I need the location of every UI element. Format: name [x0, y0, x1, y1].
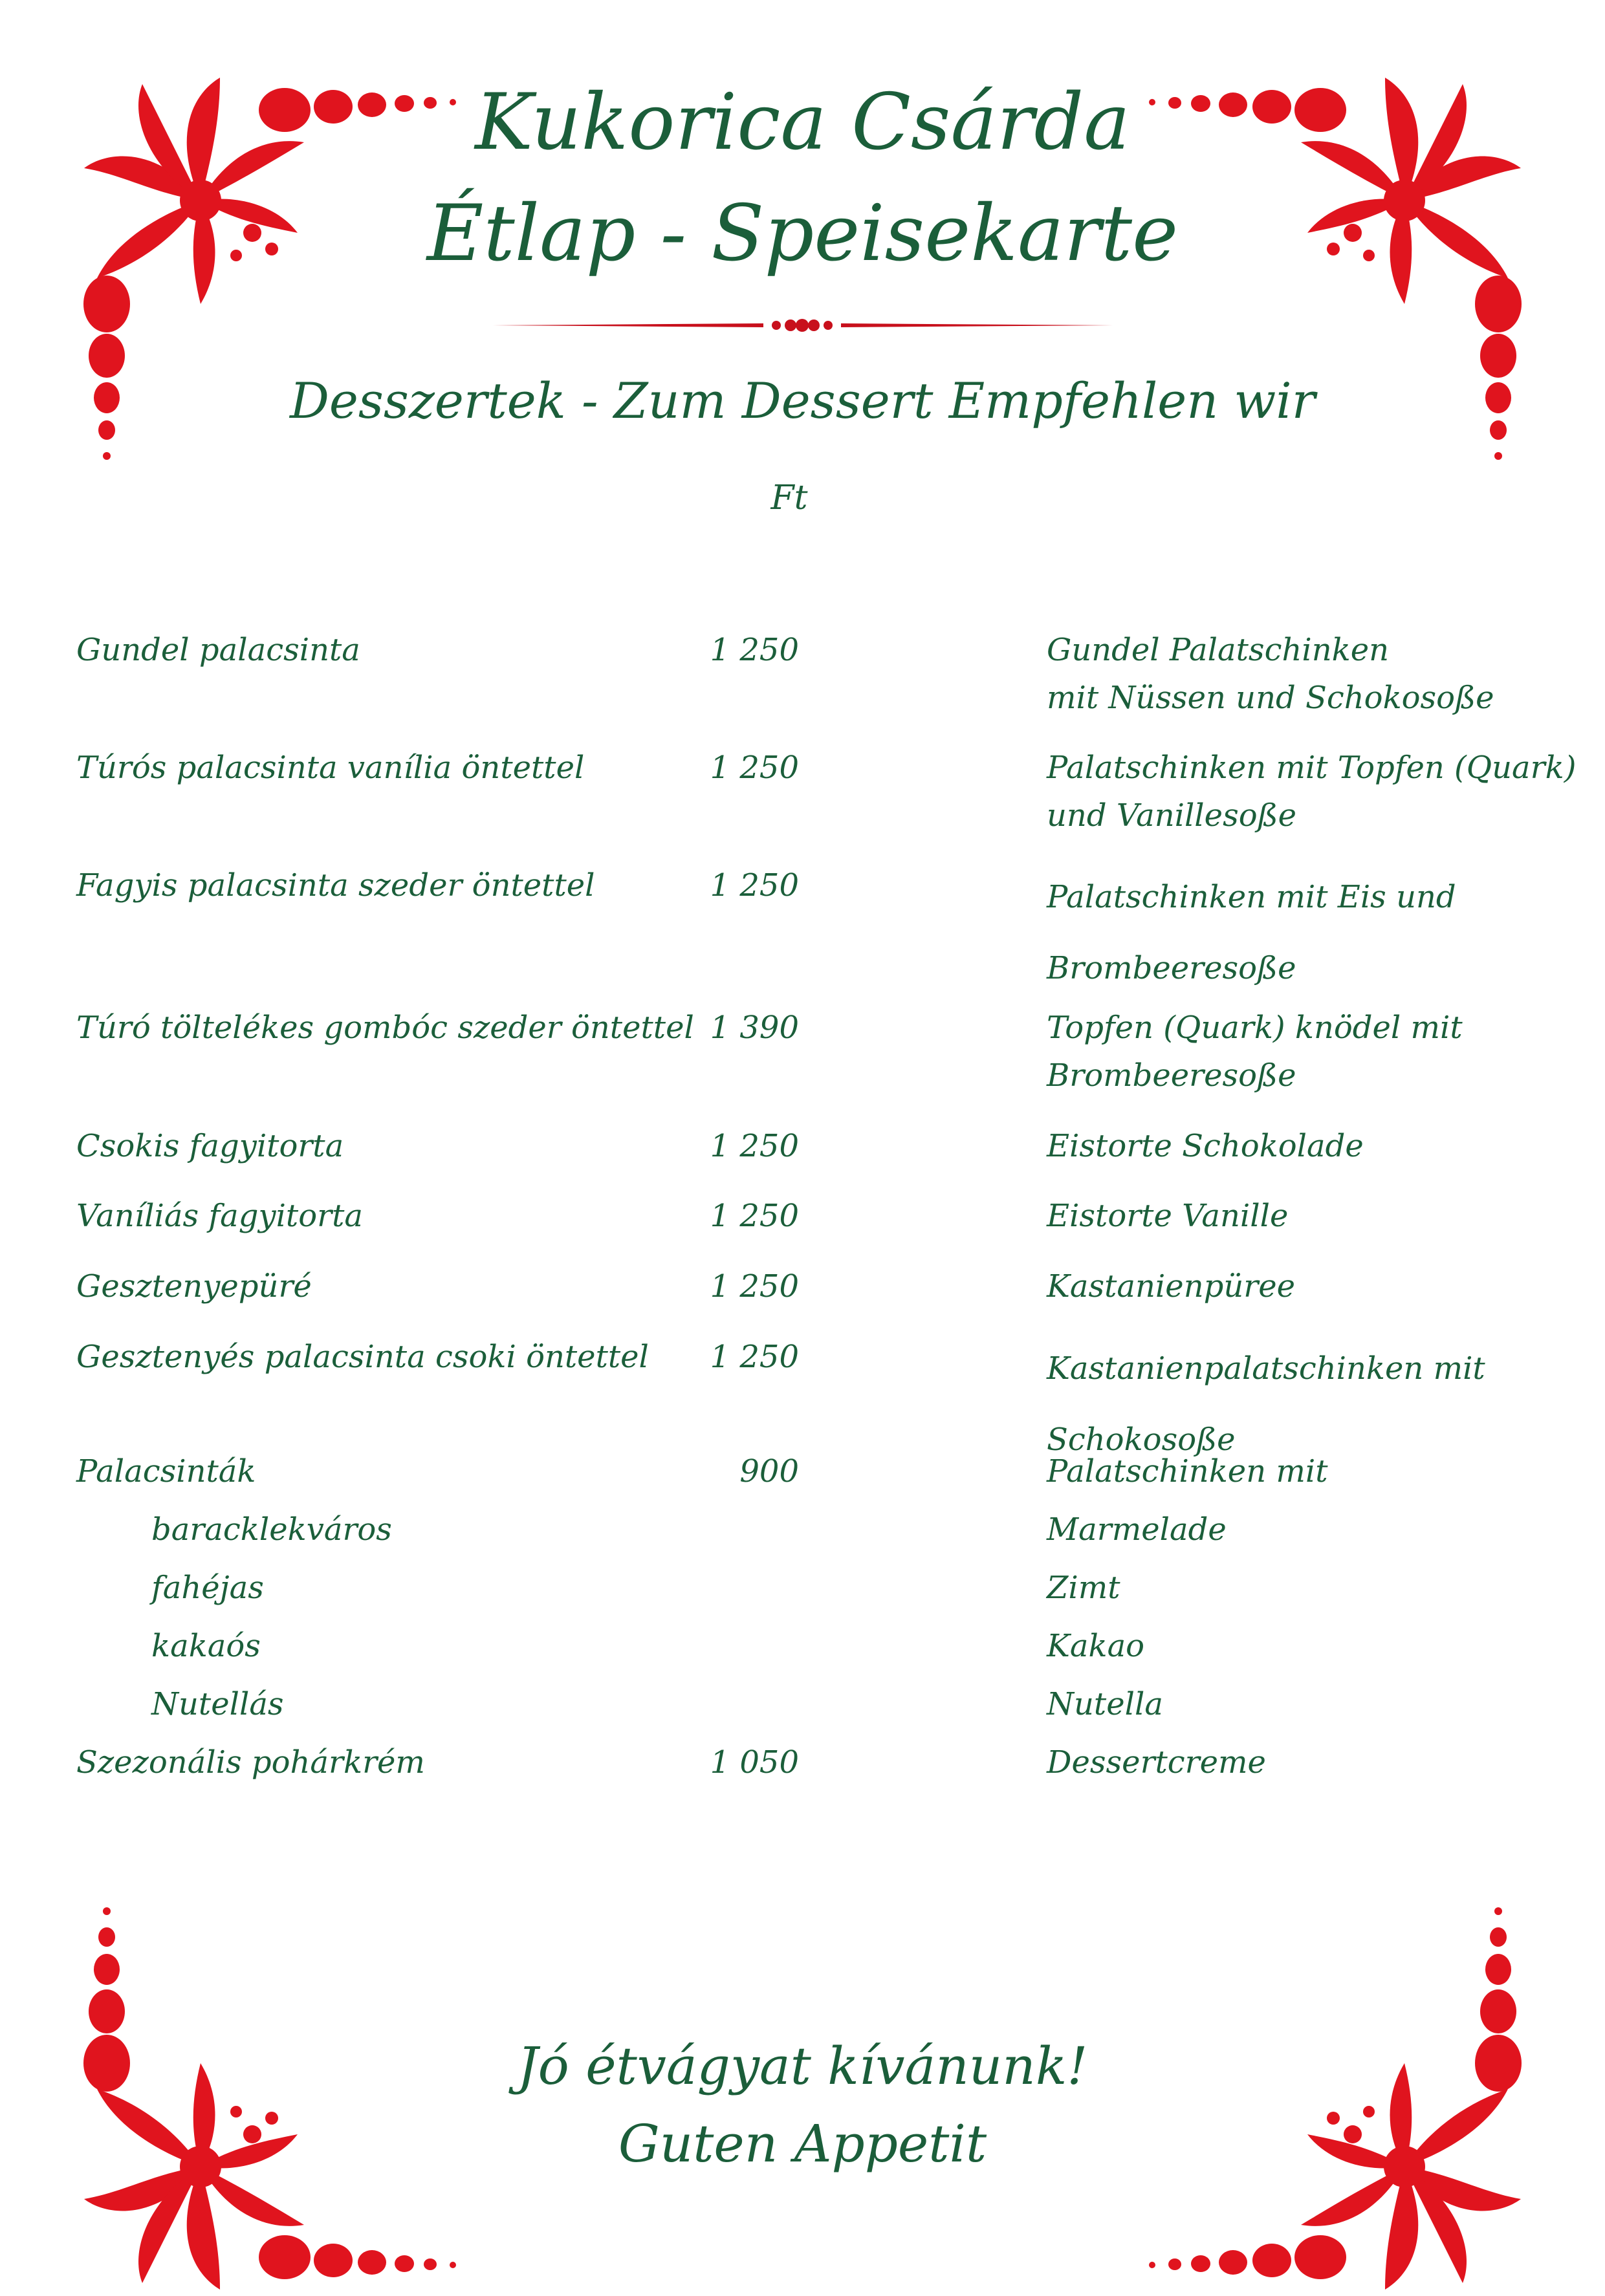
menu-item-name-hu: Nutellás — [151, 1686, 284, 1722]
menu-item-price: 1 250 — [710, 750, 799, 786]
menu-item-price: 1 050 — [710, 1744, 799, 1781]
restaurant-name: Kukorica Csárda — [475, 78, 1130, 168]
header-divider — [492, 316, 1113, 335]
menu-item-name-hu: Gundel palacsinta — [76, 632, 360, 668]
menu-item-name-hu: Palacsinták — [76, 1453, 256, 1489]
page-title: Étlap - Speisekarte — [426, 189, 1179, 279]
menu-item-name-de: Topfen (Quark) knödel mit Brombeeresoße — [1047, 1010, 1463, 1094]
menu-item-name-de: Kastanienpalatschinken mit Schokosoße — [1047, 1350, 1485, 1458]
currency-label: Ft — [770, 479, 808, 517]
menu-item-price: 1 250 — [710, 1198, 799, 1234]
menu-item-name-de: Eistorte Schokolade — [1047, 1128, 1364, 1164]
menu-item-price: 1 250 — [710, 632, 799, 668]
menu-item-name-hu: Szezonális pohárkrém — [76, 1744, 425, 1781]
menu-item-name-de: Gundel Palatschinken mit Nüssen und Schokosoße — [1047, 632, 1494, 716]
menu-item-name-hu: Csokis fagyitorta — [76, 1128, 344, 1164]
menu-item-price: 1 250 — [710, 1128, 799, 1164]
menu-item-name-hu: Vaníliás fagyitorta — [76, 1198, 363, 1234]
menu-item-name-hu: kakaós — [151, 1628, 261, 1664]
menu-item-name-de: Marmelade — [1047, 1511, 1227, 1548]
menu-item-name-hu: Fagyis palacsinta szeder öntettel — [76, 867, 595, 904]
menu-item-name-hu: fahéjas — [151, 1570, 264, 1606]
menu-item-name-hu: Gesztenyepüré — [76, 1268, 312, 1305]
menu-item-name-de: Palatschinken mit Topfen (Quark) und Vanillesoße — [1047, 750, 1577, 834]
menu-item-price: 1 250 — [710, 1339, 799, 1375]
menu-item-name-hu: Túró töltelékes gombóc szeder öntettel — [76, 1010, 694, 1046]
footer-greeting-de: Guten Appetit — [618, 2114, 987, 2174]
menu-item-price: 1 250 — [710, 867, 799, 904]
menu-item-price: 1 250 — [710, 1268, 799, 1305]
menu-item-name-hu: baracklekváros — [151, 1511, 392, 1548]
menu-item-name-de: Eistorte Vanille — [1047, 1198, 1289, 1234]
menu-item-name-de: Zimt — [1047, 1570, 1120, 1606]
menu-item-name-de: Nutella — [1047, 1686, 1163, 1722]
menu-item-price: 1 390 — [710, 1010, 799, 1046]
menu-item-name-de: Dessertcreme — [1047, 1744, 1266, 1781]
menu-item-price: 900 — [739, 1453, 799, 1489]
menu-item-name-de: Palatschinken mit — [1047, 1453, 1328, 1489]
footer-greeting-hu: Jó étvágyat kívánunk! — [517, 2036, 1088, 2096]
menu-item-name-de: Palatschinken mit Eis und Brombeeresoße — [1047, 879, 1456, 986]
section-title: Desszertek - Zum Dessert Empfehlen wir — [289, 372, 1316, 429]
menu-item-name-de: Kakao — [1047, 1628, 1145, 1664]
menu-item-name-hu: Túrós palacsinta vanília öntettel — [76, 750, 585, 786]
menu-item-name-hu: Gesztenyés palacsinta csoki öntettel — [76, 1339, 649, 1375]
menu-item-name-de: Kastanienpüree — [1047, 1268, 1295, 1305]
